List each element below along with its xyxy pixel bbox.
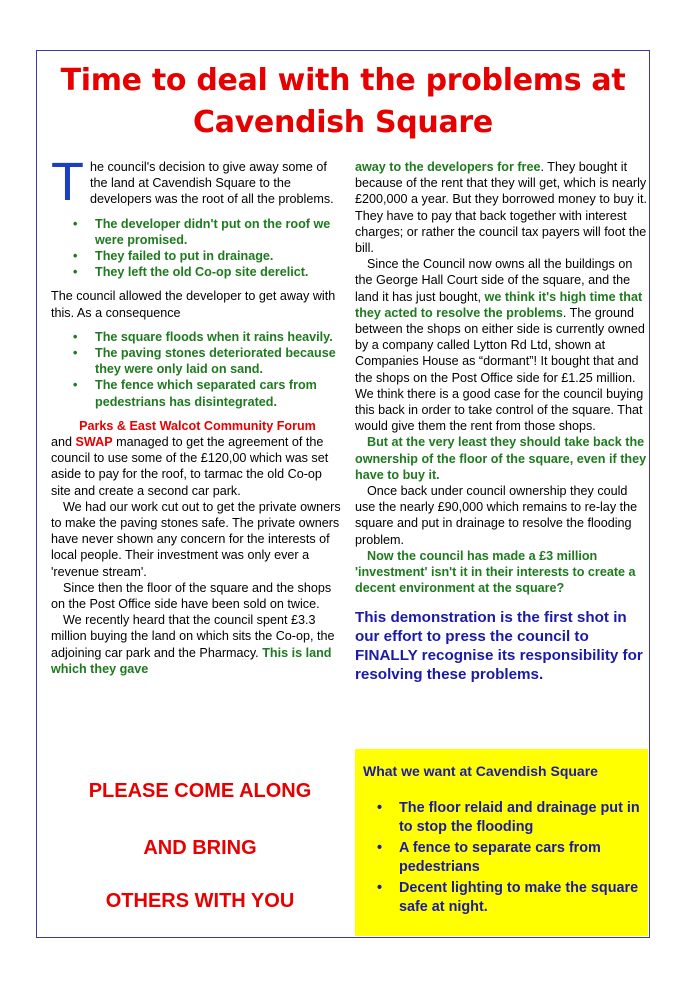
list-item: • The paving stones deteriorated because they were only laid on sand. [95,345,344,377]
demands-box [355,749,648,936]
ownership-rest: . The ground between the shops on either side is currently owned by a company called Lytton Rd Ltd, shown at Companies House as “dormant”! It bought that and the shops on the Post Office side for £1.25 million. We think there is a good case for the council buying this back in order to take control of the square. That would give them the rent from those shops. [355,305,645,434]
callout-line-2: AND BRING [143,837,257,859]
ownership-text: Since the Council now owns all the buildings on the George Hall Court side of the square, and the land it has just bought, [355,257,633,304]
forum-name: Parks & East Walcot Community Forum [79,418,316,433]
callout-line-1: PLEASE COME ALONG [88,780,312,802]
left-column [51,152,344,677]
rent-text: . They bought it because of the rent that they will get, which is nearly £200,000 a year. But they borrowed money to buy it. They have to pay that back together with interest charges; or rather the council tax payers will foot the bill. [355,160,647,256]
demands-list [355,799,648,917]
consequences-list [51,329,344,410]
purchase-highlight: This is land which they gave [51,645,332,676]
consequence-paragraph: The council allowed the developer to get away with this. As a consequence [51,289,336,320]
rent-paragraph [355,159,649,256]
list-item: • The developer didn't put on the roof we were promised. [95,216,344,248]
investment-paragraph: Now the council has made a £3 million 'investment' isn't it in their interests to create a decent environment at the square? [355,548,636,596]
swap-name: SWAP [75,435,113,450]
list-item: • They left the old Co-op site derelict. [95,264,344,280]
buy-back-paragraph: But at the very least they should take back the ownership of the floor of the square, even if they have to buy it. [355,435,647,482]
callout-line-3: OTHERS WITH YOU [105,890,295,912]
problems-list [51,216,344,281]
list-item: • Decent lighting to make the square safe at night. [399,879,648,917]
intro-paragraph [51,152,344,212]
and-text: and [51,435,73,450]
demands-title: What we want at Cavendish Square [363,763,598,779]
rent-highlight: away to the developers for free [355,160,541,174]
paving-paragraph: We had our work cut out to get the private owners to make the paving stones safe. The private owners have never shown any concern for the interests of local people. Their investment was only ever a 'revenue stream'. [51,499,341,579]
list-item: • A fence to separate cars from pedestrians [399,839,648,877]
purchase-text: We recently heard that the council spent £3.3 million buying the land on which sits the Co-op, the adjoining car park and the Pharmacy. [51,613,335,660]
list-item: • The square floods when it rains heavily. [95,329,344,345]
intro-text: he council's decision to give away some of the land at Cavendish Square to the developers was the root of all the problems. [90,160,334,207]
ownership-highlight: we think it's high time that they acted to resolve the problems [355,289,643,320]
right-column [355,159,649,684]
agreement-paragraph [51,434,344,499]
list-item: • They failed to put in drainage. [95,248,344,264]
page-title: Time to deal with the problems at Cavendish Square [60,63,626,140]
agreement-text: managed to get the agreement of the council to use some of the £120,00 which was set aside to pay for the roof, to tarmac the old Co-op site and create a second car park. [51,435,329,498]
demonstration-statement: This demonstration is the first shot in our effort to press the council to FINALLY recognise its responsibility for resolving these problems. [355,609,643,684]
list-item: • The fence which separated cars from pedestrians has disintegrated. [95,377,344,409]
drop-cap: T [51,152,84,212]
list-item: • The floor relaid and drainage put in to stop the flooding [399,799,648,837]
ownership-paragraph [355,256,649,434]
purchase-paragraph [51,612,344,677]
relay-paragraph: Once back under council ownership they could use the nearly £90,000 which remains to re-lay the square and put in drainage to resolve the flooding problem. [355,484,638,547]
sold-paragraph: Since then the floor of the square and the shops on the Post Office side have been sold on twice. [51,580,332,612]
